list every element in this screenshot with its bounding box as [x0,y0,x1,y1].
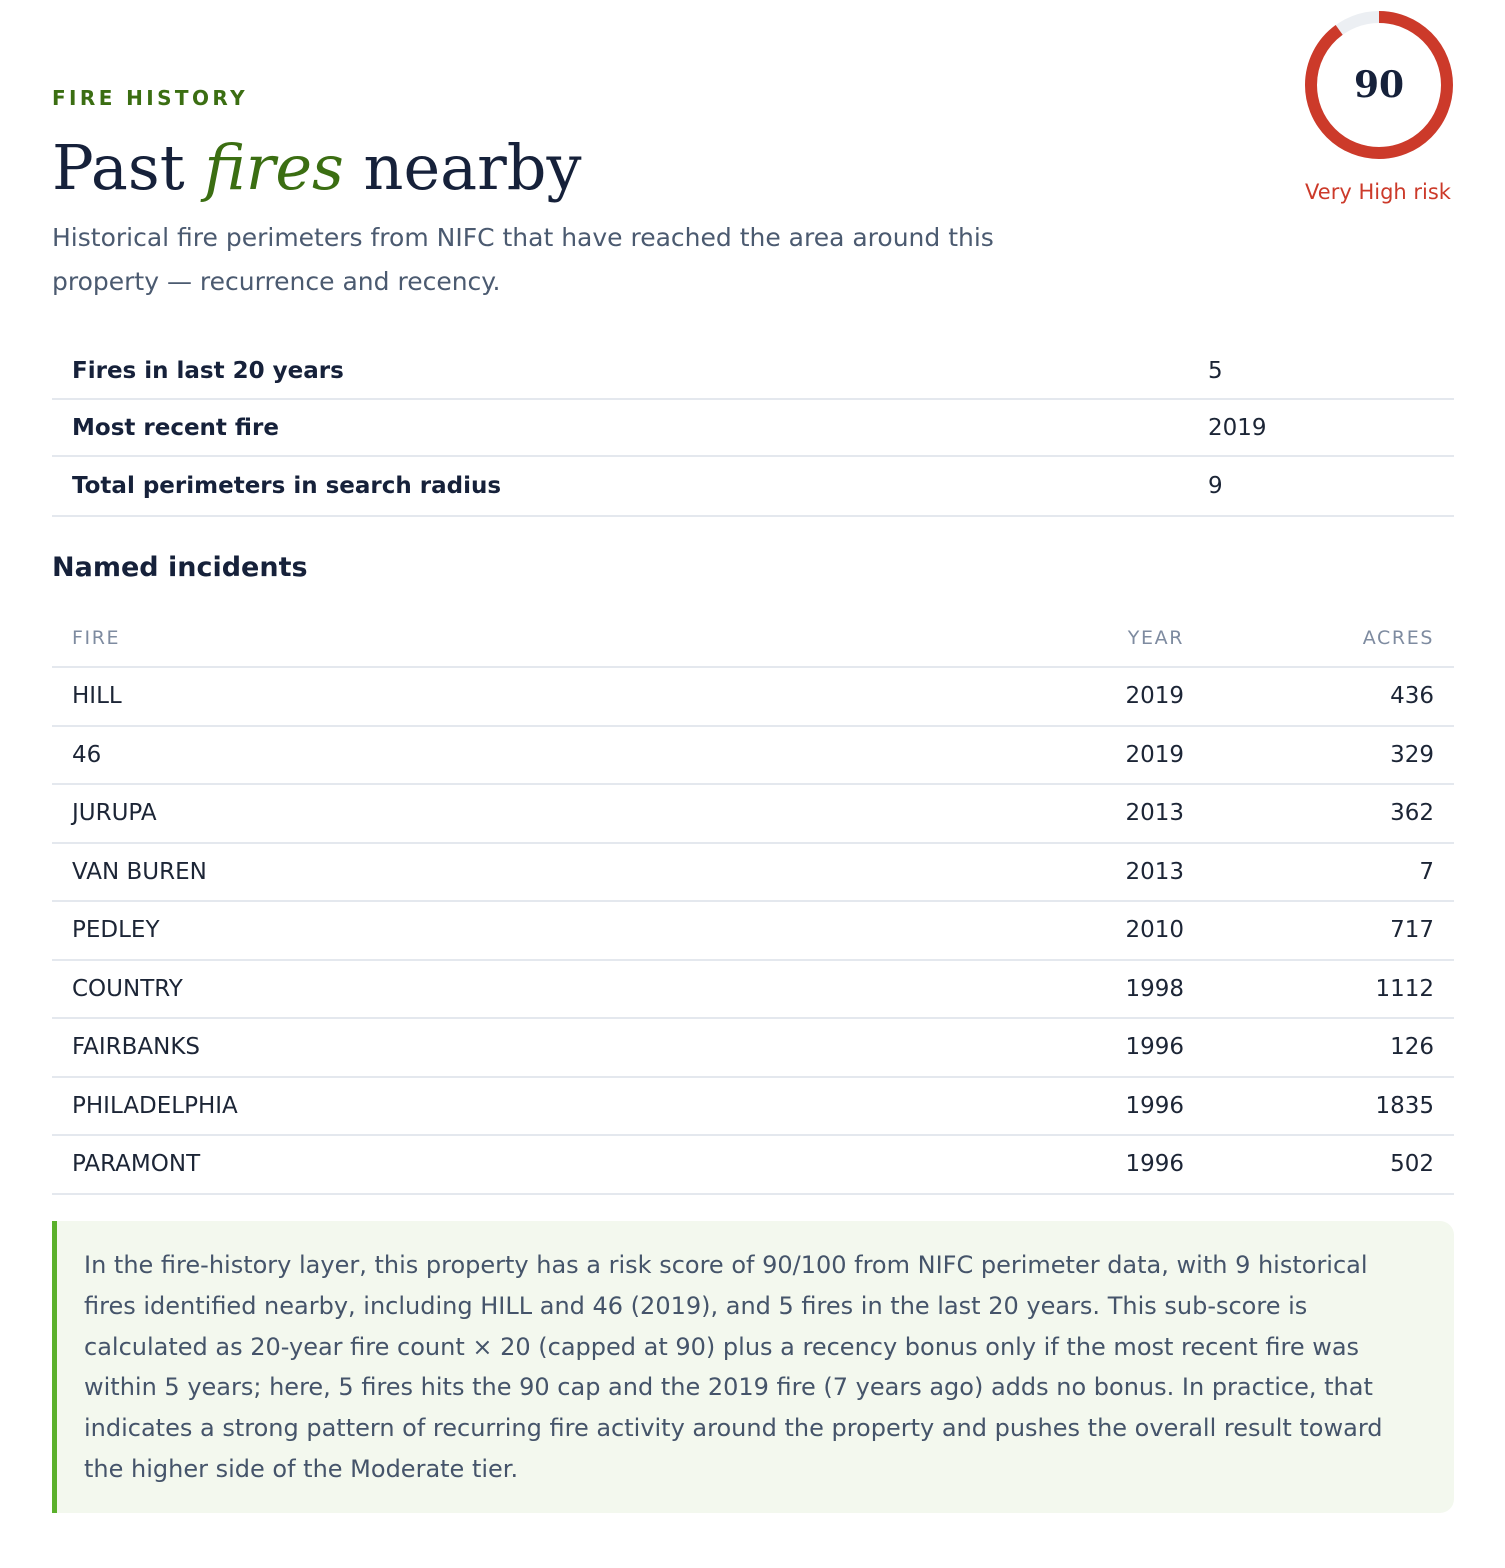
summary-value: 2019 [1208,414,1267,441]
page-subtitle: Historical fire perimeters from NIFC that have reached the area around this property — recurrence and recency. [52,223,994,296]
summary-value: 9 [1208,473,1223,499]
summary-row [52,400,1454,457]
fire-name: JURUPA [52,784,992,843]
fire-name: PARAMONT [52,1135,992,1194]
title-accent: fires [204,131,344,204]
table-row [52,843,1454,902]
summary-value: 5 [1208,357,1223,384]
named-incidents-heading: Named incidents [52,552,308,583]
table-row [52,667,1454,726]
explanation-text: In the fire-history layer, this property has a risk score of 90/100 from NIFC perimeter data, with 9 historical fires identified nearby, including HILL and 46 (2019), and 5 fires in the last 20 years. This sub-score is calculated as 20-year fire count × 20 (capped at 90) plus a recency bonus only if the most recent fire was within 5 years; here, 5 fires hits the 90 cap and the 2019 fire (7 years ago) adds no bonus. In practice, that indicates a strong pattern of recurring fire activity around the property and pushes the overall result toward the higher side of the Moderate tier. [84,1251,1383,1483]
table-header-row [52,610,1454,667]
fire-year: 2013 [992,784,1204,843]
fire-acres: 717 [1204,901,1454,960]
column-header-year: YEAR [992,610,1204,667]
fire-year: 1998 [992,960,1204,1019]
fire-name: VAN BUREN [52,843,992,902]
table-row [52,960,1454,1019]
fire-acres: 7 [1204,843,1454,902]
fire-name: PEDLEY [52,901,992,960]
fire-year: 1996 [992,1077,1204,1136]
fire-summary-table [52,343,1454,517]
fire-acres: 1835 [1204,1077,1454,1136]
fire-name: COUNTRY [52,960,992,1019]
fire-acres: 362 [1204,784,1454,843]
fire-name: 46 [52,726,992,785]
fire-year: 2019 [992,726,1204,785]
fire-acres: 502 [1204,1135,1454,1194]
summary-row [52,343,1454,400]
table-row [52,1018,1454,1077]
title-end: nearby [343,131,582,204]
fire-name: FAIRBANKS [52,1018,992,1077]
fire-acres: 329 [1204,726,1454,785]
risk-score-gauge [1302,8,1456,162]
table-row [52,784,1454,843]
table-row [52,901,1454,960]
fire-year: 2019 [992,667,1204,726]
risk-score-value: 90 [1353,64,1405,106]
summary-label: Fires in last 20 years [72,357,344,384]
summary-label: Total perimeters in search radius [72,473,502,499]
fire-name: PHILADELPHIA [52,1077,992,1136]
column-header-acres: ACRES [1204,610,1454,667]
fire-acres: 1112 [1204,960,1454,1019]
named-incidents-table [52,610,1454,1195]
fire-year: 1996 [992,1018,1204,1077]
fire-acres: 436 [1204,667,1454,726]
fire-history-explanation [52,1221,1454,1513]
fire-acres: 126 [1204,1018,1454,1077]
table-row [52,1077,1454,1136]
page-title [52,128,582,208]
summary-label: Most recent fire [72,414,279,441]
section-eyebrow: FIRE HISTORY [52,86,248,110]
table-row [52,726,1454,785]
table-row [52,1135,1454,1194]
summary-row [52,457,1454,517]
fire-year: 2010 [992,901,1204,960]
risk-level-label: Very High risk [1305,180,1451,204]
fire-year: 1996 [992,1135,1204,1194]
column-header-fire: FIRE [52,610,992,667]
fire-year: 2013 [992,843,1204,902]
title-start: Past [52,131,205,204]
fire-name: HILL [52,667,992,726]
